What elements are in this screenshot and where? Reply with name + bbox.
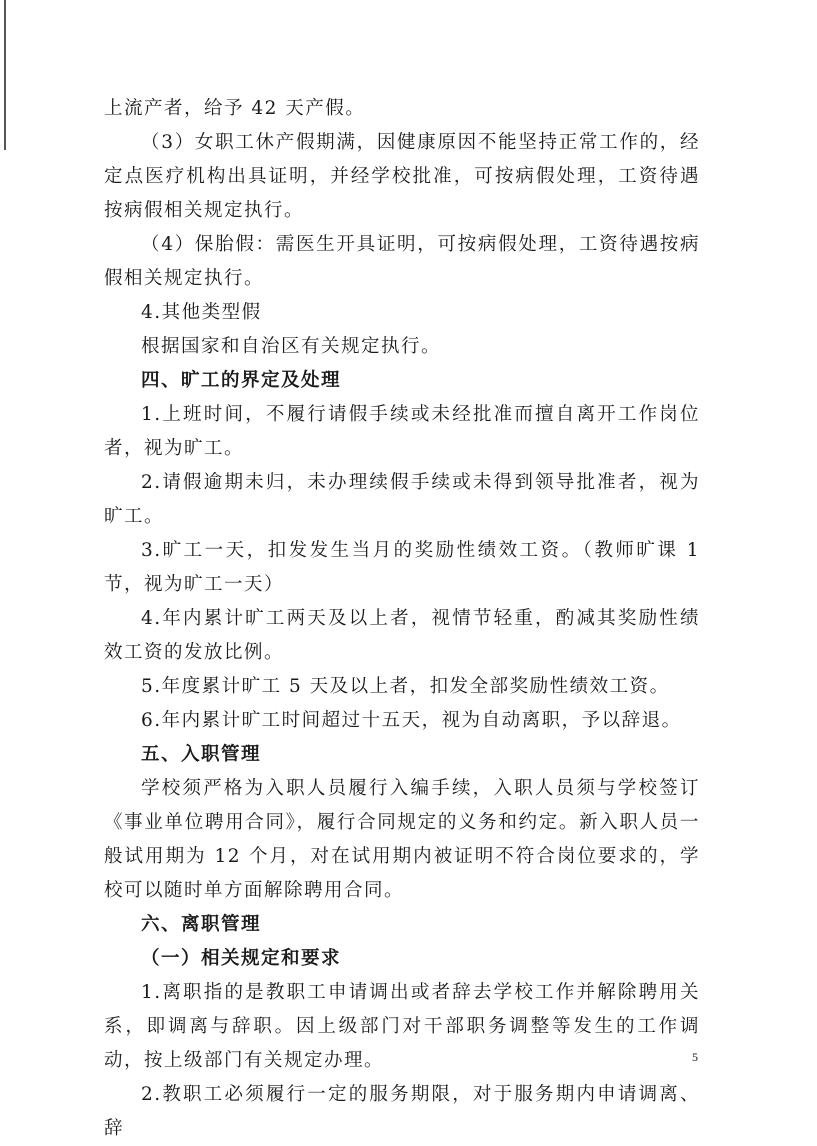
- section-heading: 四、旷工的界定及处理: [141, 370, 342, 391]
- paragraph: 2.教职工必须履行一定的服务期限，对于服务期内申请调离、辞: [104, 1084, 700, 1139]
- paragraph: 1.离职指的是教职工申请调出或者辞去学校工作并解除聘用关系，即调离与辞职。因上级部门对干部职务调整等发生的工作调动，按上级部门有关规定办理。: [104, 982, 700, 1071]
- paragraph: （3）女职工休产假期满，因健康原因不能坚持正常工作的，经定点医疗机构出具证明，并经学校批准，可按病假处理，工资待遇按病假相关规定执行。: [104, 132, 700, 221]
- paragraph: 6.年内累计旷工时间超过十五天，视为自动离职，予以辞退。: [141, 710, 682, 731]
- paragraph: （4）保胎假：需医生开具证明，可按病假处理，工资待遇按病假相关规定执行。: [104, 234, 700, 289]
- paragraph: 1.上班时间，不履行请假手续或未经批准而擅自离开工作岗位者，视为旷工。: [104, 404, 700, 459]
- paragraph: 4.其他类型假: [141, 302, 262, 323]
- paragraph: 3.旷工一天，扣发发生当月的奖励性绩效工资。（教师旷课 1 节，视为旷工一天）: [104, 540, 700, 595]
- binding-edge-line: [4, 0, 6, 150]
- paragraph: 2.请假逾期未归，未办理续假手续或未得到领导批准者，视为旷工。: [104, 472, 700, 527]
- page-number: 5: [692, 1050, 698, 1064]
- paragraph: 4.年内累计旷工两天及以上者，视情节轻重，酌减其奖励性绩效工资的发放比例。: [104, 608, 700, 663]
- section-heading: 五、入职管理: [141, 744, 262, 765]
- paragraph: 学校须严格为入职人员履行入编手续，入职人员须与学校签订《事业单位聘用合同》，履行合同规定的义务和约定。新入职人员一般试用期为 12 个月，对在试用期内被证明不符合岗位要求的，学校可以随时单方面解除聘用合同。: [104, 778, 700, 901]
- paragraph: 5.年度累计旷工 5 天及以上者，扣发全部奖励性绩效工资。: [141, 676, 670, 697]
- paragraph: 根据国家和自治区有关规定执行。: [141, 336, 442, 357]
- paragraph: 上流产者，给予 42 天产假。: [104, 98, 366, 119]
- document-body: [104, 92, 700, 1146]
- subsection-heading: （一）相关规定和要求: [141, 948, 342, 969]
- section-heading: 六、离职管理: [141, 914, 262, 935]
